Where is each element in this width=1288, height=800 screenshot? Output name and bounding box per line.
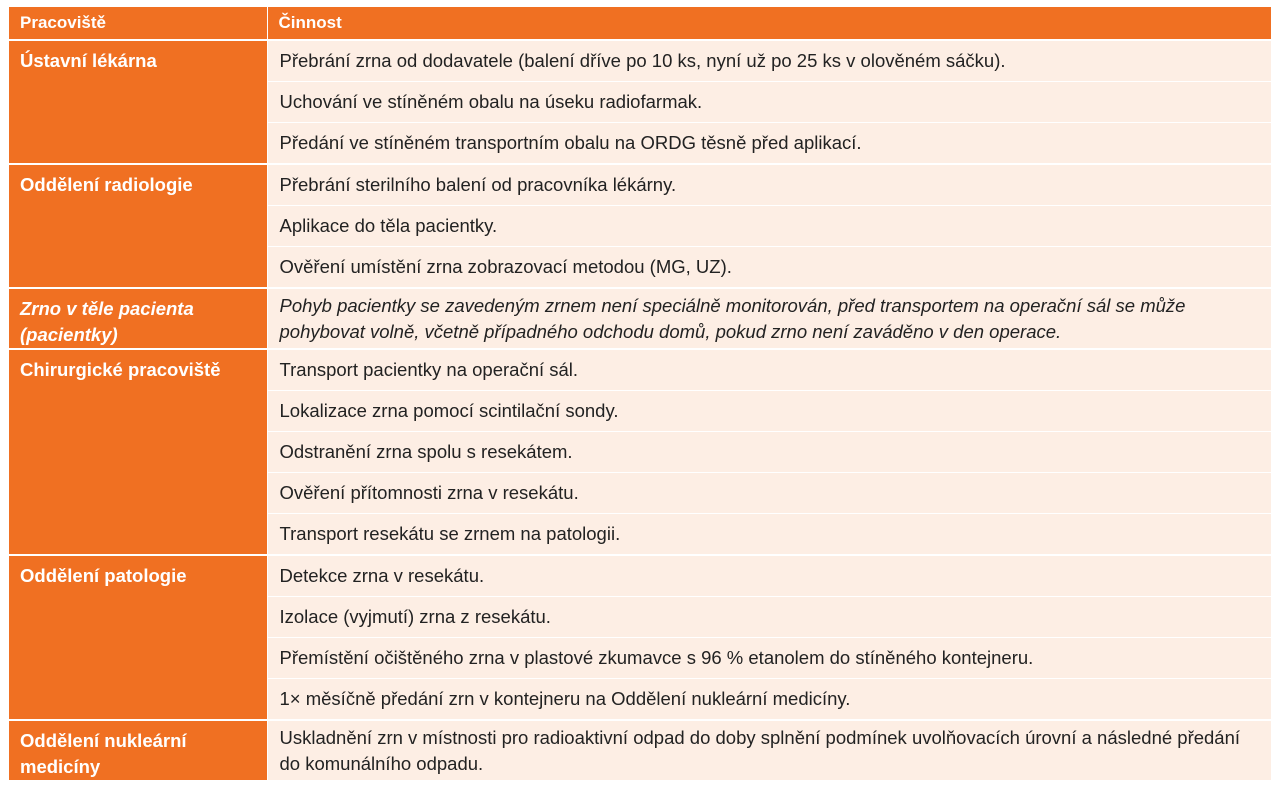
table-header: [9, 7, 1271, 40]
activity-cell: Přebrání zrna od dodavatele (balení dříve po 10 ks, nyní už po 25 ks v olověném sáčku).: [267, 40, 1271, 82]
activity-cell: Detekce zrna v resekátu.: [267, 555, 1271, 597]
activity-cell: Přebrání sterilního balení od pracovníka lékárny.: [267, 164, 1271, 206]
activity-cell: Přemístění očištěného zrna v plastové zkumavce s 96 % etanolem do stíněného kontejneru.: [267, 638, 1271, 679]
table-row: [9, 288, 1271, 349]
activity-cell: Uskladnění zrn v místnosti pro radioaktivní odpad do doby splnění podmínek uvolňovacích úrovní a následné předání do komunálního odpadu.: [267, 720, 1271, 780]
column-header-workplace: Pracoviště: [9, 7, 267, 40]
column-header-activity: Činnost: [267, 7, 1271, 40]
workplace-cell: Oddělení nukleární medicíny: [9, 720, 267, 780]
workplace-cell: Zrno v těle pacienta (pacientky): [9, 288, 267, 349]
activity-cell: Pohyb pacientky se zavedeným zrnem není speciálně monitorován, před transportem na operační sál se může pohybovat volně, včetně případného odchodu domů, pokud zrno není zaváděno v den operace.: [267, 288, 1271, 349]
activity-cell: Ověření přítomnosti zrna v resekátu.: [267, 473, 1271, 514]
header-row: [9, 7, 1271, 40]
workplace-cell: Chirurgické pracoviště: [9, 349, 267, 555]
workplace-cell: Ústavní lékárna: [9, 40, 267, 164]
activity-cell: Transport resekátu se zrnem na patologii.: [267, 514, 1271, 556]
activity-cell: Ověření umístění zrna zobrazovací metodou (MG, UZ).: [267, 247, 1271, 289]
activity-cell: Transport pacientky na operační sál.: [267, 349, 1271, 391]
table-row: [9, 720, 1271, 780]
table-row: [9, 555, 1271, 597]
workflow-table: [9, 7, 1272, 780]
activity-cell: Odstranění zrna spolu s resekátem.: [267, 432, 1271, 473]
activity-cell: Lokalizace zrna pomocí scintilační sondy.: [267, 391, 1271, 432]
table-row: [9, 349, 1271, 391]
workplace-cell: Oddělení patologie: [9, 555, 267, 720]
table-row: [9, 164, 1271, 206]
workplace-cell: Oddělení radiologie: [9, 164, 267, 288]
table-row: [9, 40, 1271, 82]
activity-cell: 1× měsíčně předání zrn v kontejneru na Oddělení nukleární medicíny.: [267, 679, 1271, 721]
activity-cell: Předání ve stíněném transportním obalu na ORDG těsně před aplikací.: [267, 123, 1271, 165]
activity-cell: Izolace (vyjmutí) zrna z resekátu.: [267, 597, 1271, 638]
activity-cell: Uchování ve stíněném obalu na úseku radiofarmak.: [267, 82, 1271, 123]
table-body: [9, 40, 1271, 780]
activity-cell: Aplikace do těla pacientky.: [267, 206, 1271, 247]
